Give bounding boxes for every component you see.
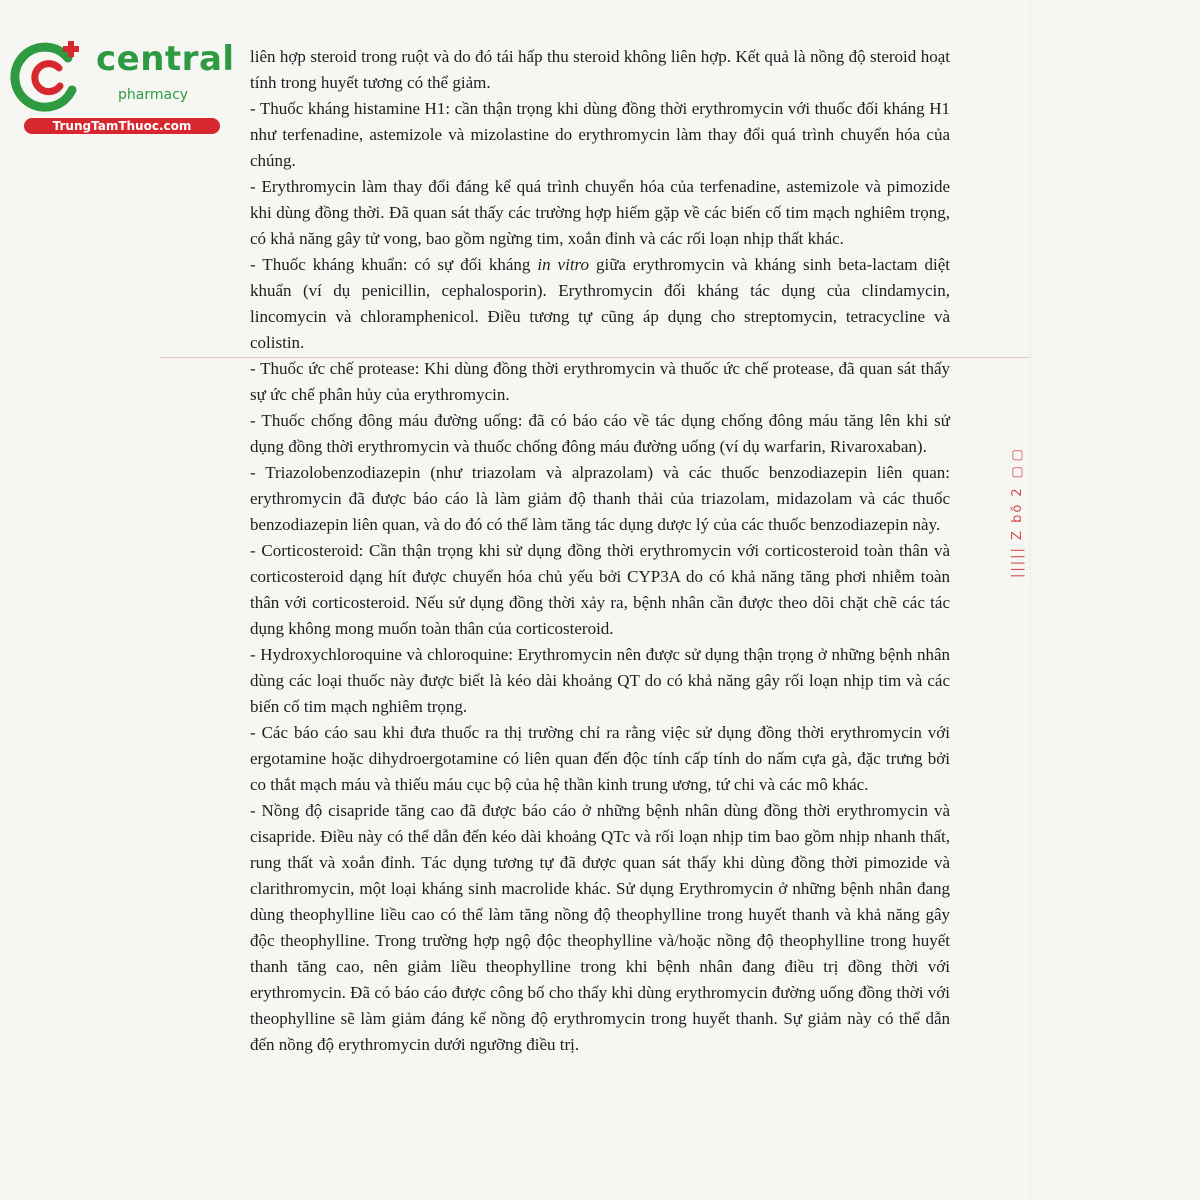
logo-url-badge[interactable]: TrungTamThuoc.com [24, 118, 220, 134]
paragraph-cisapride: - Nồng độ cisapride tăng cao đã được báo cáo ở những bệnh nhân dùng đồng thời erythromycin và cisapride. Điều này có thể dẫn đến kéo dài khoảng QTc và rối loạn nhịp tim bao gồm nhịp nhanh thất, rung thất và xoắn đỉnh. Tác dụng tương tự đã được quan sát thấy khi dùng đồng thời pimozide và clarithromycin, một loại kháng sinh macrolide khác. Sử dụng Erythromycin ở những bệnh nhân đang dùng theophylline liều cao có thể làm tăng nồng độ theophylline trong huyết thanh và khả năng gây độc theophylline. Trong trường hợp ngộ độc theophylline và/hoặc nồng độ theophylline trong huyết thanh tăng cao, nên giảm liều theophylline trong khi bệnh nhân đang điều trị đồng thời với erythromycin. Đã có báo cáo được công bố cho thấy khi dùng erythromycin đường uống đồng thời với theophylline sẽ làm giảm đáng kể nồng độ erythromycin trong huyết thanh. Sự giảm này có thể dẫn đến nồng độ erythromycin dưới ngưỡng điều trị. [250, 801, 950, 1054]
central-pharmacy-logo-mark-icon [10, 38, 96, 116]
paragraph-corticosteroid: - Corticosteroid: Cần thận trọng khi sử dụng đồng thời erythromycin với corticosteroid toàn thân và corticosteroid dạng hít được chuyển hóa chủ yếu bởi CYP3A do có khả năng tăng phơi nhiễm toàn thân với corticosteroid. Nếu sử dụng đồng thời xảy ra, bệnh nhân cần được theo dõi chặt chẽ các tác dụng không mong muốn toàn thân của corticosteroid. [250, 541, 950, 638]
paragraph-protease: - Thuốc ức chế protease: Khi dùng đồng thời erythromycin và thuốc ức chế protease, đã quan sát thấy sự ức chế phân hủy của erythromycin. [250, 359, 950, 404]
logo-sub-text: pharmacy [118, 87, 189, 103]
central-pharmacy-logo[interactable] [10, 36, 235, 136]
logo-brand-text: central [96, 39, 235, 79]
margin-stamp: ||||| Z bỗ 2 ▢▢ [1010, 446, 1025, 578]
in-vitro-text: in vitro [537, 255, 590, 274]
paragraph-steroid: liên hợp steroid trong ruột và do đó tái hấp thu steroid không liên hợp. Kết quả là nồng độ steroid hoạt tính trong huyết tương có thể giảm. [250, 47, 950, 92]
paragraph-benzodiazepine: - Triazolobenzodiazepin (như triazolam và alprazolam) và các thuốc benzodiazepin liên quan: erythromycin đã được báo cáo là làm giảm độ thanh thải của triazolam, midazolam và các thuốc benzodiazepin liên quan, và do đó có thể làm tăng tác dụng dược lý của các thuốc benzodiazepin này. [250, 463, 950, 534]
paragraph-anticoagulant: - Thuốc chống đông máu đường uống: đã có báo cáo về tác dụng chống đông máu tăng lên khi sử dụng đồng thời erythromycin và thuốc chống đông máu đường uống (ví dụ warfarin, Rivaroxaban). [250, 411, 950, 456]
paragraph-antihistamine: - Thuốc kháng histamine H1: cần thận trọng khi dùng đồng thời erythromycin với thuốc đối kháng H1 như terfenadine, astemizole và mizolastine do erythromycin làm thay đổi quá trình chuyển hóa của chúng. [250, 99, 950, 170]
paragraph-hydroxychloroquine: - Hydroxychloroquine và chloroquine: Erythromycin nên được sử dụng thận trọng ở những bệnh nhân dùng các loại thuốc này được biết là kéo dài khoảng QT do có khả năng gây rối loạn nhịp tim và các biến cố tim mạch nghiêm trọng. [250, 645, 950, 716]
paragraph-ergotamine: - Các báo cáo sau khi đưa thuốc ra thị trường chỉ ra rằng việc sử dụng đồng thời erythromycin với ergotamine hoặc dihydroergotamine có liên quan đến độc tính cấp tính do nấm cựa gà, đặc trưng bởi co thắt mạch máu và thiếu máu cục bộ của hệ thần kinh trung ương, tứ chi và các mô khác. [250, 723, 950, 794]
document-body [250, 44, 950, 1058]
antibacterial-text-end: giữa erythromycin và kháng sinh beta-lactam diệt khuẩn (ví dụ penicillin, cephalosporin). Erythromycin đối kháng tác dụng của clindamycin, lincomycin và chloramphenicol. Điều tương tự cũng áp dụng cho streptomycin, tetracycline và colistin. [250, 255, 950, 352]
antibacterial-text-start: - Thuốc kháng khuẩn: có sự đối kháng [250, 255, 538, 274]
paragraph-antibacterial [250, 252, 950, 356]
paragraph-terfenadine: - Erythromycin làm thay đổi đáng kể quá trình chuyển hóa của terfenadine, astemizole và pimozide khi dùng đồng thời. Đã quan sát thấy các trường hợp hiếm gặp về các biến cố tim mạch nghiêm trọng, có khả năng gây tử vong, bao gồm ngừng tim, xoắn đỉnh và các rối loạn nhịp thất khác. [250, 177, 950, 248]
page-edge [1030, 0, 1031, 1200]
